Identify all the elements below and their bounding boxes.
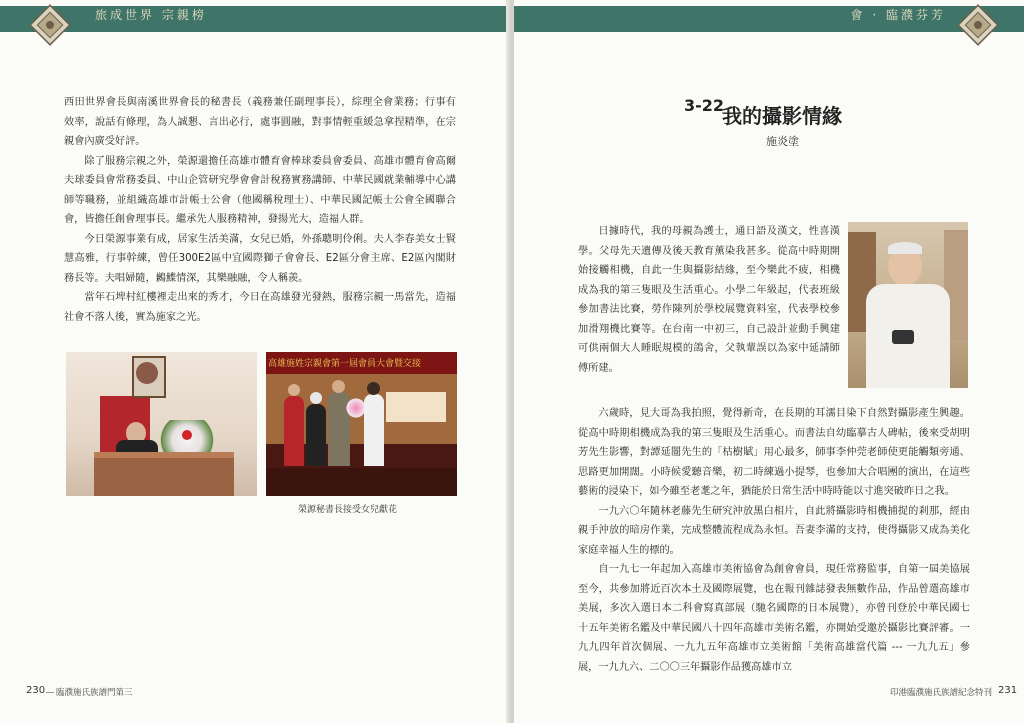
right-body-text	[578, 404, 970, 677]
podium-photo	[66, 352, 257, 496]
photo-caption: 榮源秘書長接受女兒獻花	[298, 505, 398, 515]
left-page-number: 230	[26, 685, 46, 696]
diamond-ornament-icon	[956, 3, 1000, 47]
paragraph: 西田世界會長與南溪世界會長的秘書長（義務兼任副理事長），綜理全會業務；行事有效率，說話有條理，為人誠懇、言出必行，處事圓融，對事情輕重緩急拿捏精準，在宗親會內廣受好評。	[64, 97, 456, 147]
paragraph: 當年石埤村紅樓裡走出來的秀才，今日在高雄發光發熱，服務宗親一馬當先，造福社會不落人後，實為施家之光。	[64, 292, 456, 323]
portrait-photo	[848, 222, 968, 388]
right-header-bar	[514, 6, 1024, 32]
right-page	[514, 0, 1024, 723]
diamond-ornament-icon	[28, 3, 72, 47]
left-page	[0, 0, 510, 723]
left-header-bar	[0, 6, 510, 32]
paragraph: 除了服務宗親之外，榮源還擔任高雄市體育會棒球委員會委員、高雄市體育會高爾夫球委員會常務委員、中山企管研究學會會計稅務實務講師、中華民國就業輔導中心講師等職務，並組織高雄市計帳士公會（他國稱稅理士）、中華民國記帳士公會全國聯合會，皆擔任創會理事長。繼承先人服務精神，發揚光大，造福人群。	[64, 155, 456, 225]
right-body-text-wrap	[578, 222, 840, 397]
right-footer-text: 印港臨濮施氏族譜紀念特刊	[890, 688, 993, 698]
footer-divider	[46, 692, 54, 693]
flower-presentation-photo	[266, 352, 457, 496]
right-header-text: 會 · 臨濮芬芳	[850, 8, 946, 22]
paragraph: 一九六〇年隨林老藤先生研究沖放黑白相片，自此將攝影時相機捕捉的剎那，經由親手沖放的暗房作業，完成整體流程成為永恒。吾妻李滿的支持，使得攝影又成為美化家庭幸福人生的標的。	[578, 505, 970, 556]
paragraph: 今日榮源事業有成，居家生活美滿，女兒已婚，外孫聰明伶俐。夫人李春美女士賢慧高雅，行事幹練，曾任300E2區中宜國際獅子會會長、E2區分會主席、E2區內閣財務長等。夫唱婦隨，鶼鰈情深，其樂融融，令人稱羨。	[64, 233, 456, 284]
article-title: 我的攝影情緣	[722, 104, 842, 128]
left-header-text: 旅成世界 宗親榜	[95, 8, 207, 22]
paragraph: 自一九七一年起加入高雄市美術協會為創會會員，現任常務監事，自第一屆美協展至今，共參加將近百次本土及國際展覽，也在報刊雜誌發表無數作品，作品曾選高雄市美展，多次入選日本二科會寫真部展（馳名國際的日本展覽），亦曾刊登於中華民國七十五年美術名鑑及中華民國八十四年高雄市美術名鑑，亦開始受邀於攝影比賽評審。一九九四年首次個展、一九九五年高雄市立美術館「美術高雄當代篇 --- 一九九五」參展，一九九六、二〇〇三年攝影作品獲高雄市立	[578, 564, 970, 673]
left-body-text	[64, 93, 456, 327]
paragraph: 日據時代，我的母親為護士，通日語及漢文，性喜漢學。父母先天遺傳及後天教育薰染我甚多。從高中時期開始接觸相機，自此一生與攝影結緣，至今樂此不疲，相機成為我的第三隻眼及生活重心。小學二年級起，代表班級參加書法比賽，勞作陳列於學校展覽資料室，代表學校參加滑翔機比賽等。在台南一中初三，自己設計並動手興建可供兩個大人睡眠規模的鴿舍，父執輩誤以為家中延請師傅所建。	[578, 226, 840, 374]
left-footer-text: 臨濮施氏族譜門第三	[56, 688, 133, 698]
right-page-number: 231	[998, 685, 1018, 696]
paragraph: 六歲時，見大哥為我拍照，覺得新奇，在長期的耳濡目染下自然對攝影產生興趣。從高中時期相機成為我的第三隻眼及生活重心。而書法自幼臨摹古人碑帖，後來受胡明芳先生影響，對譚延闓先生的「枯樹賦」用心最多，師事李仲莞老師使更能觸類旁通、思路更加開闊。小時候愛聽音樂，初二時練過小提琴，也參加大合唱團的演出，在這些藝術的浸染下，如今雖至老耄之年，猶能於日常生活中時時能以寸進突破昨日之我。	[578, 408, 970, 497]
article-author: 施炎塗	[766, 135, 799, 148]
section-number: 3-22	[684, 96, 725, 115]
banner-text: 高雄施姓宗親會第一屆會員大會暨交接	[268, 359, 422, 369]
